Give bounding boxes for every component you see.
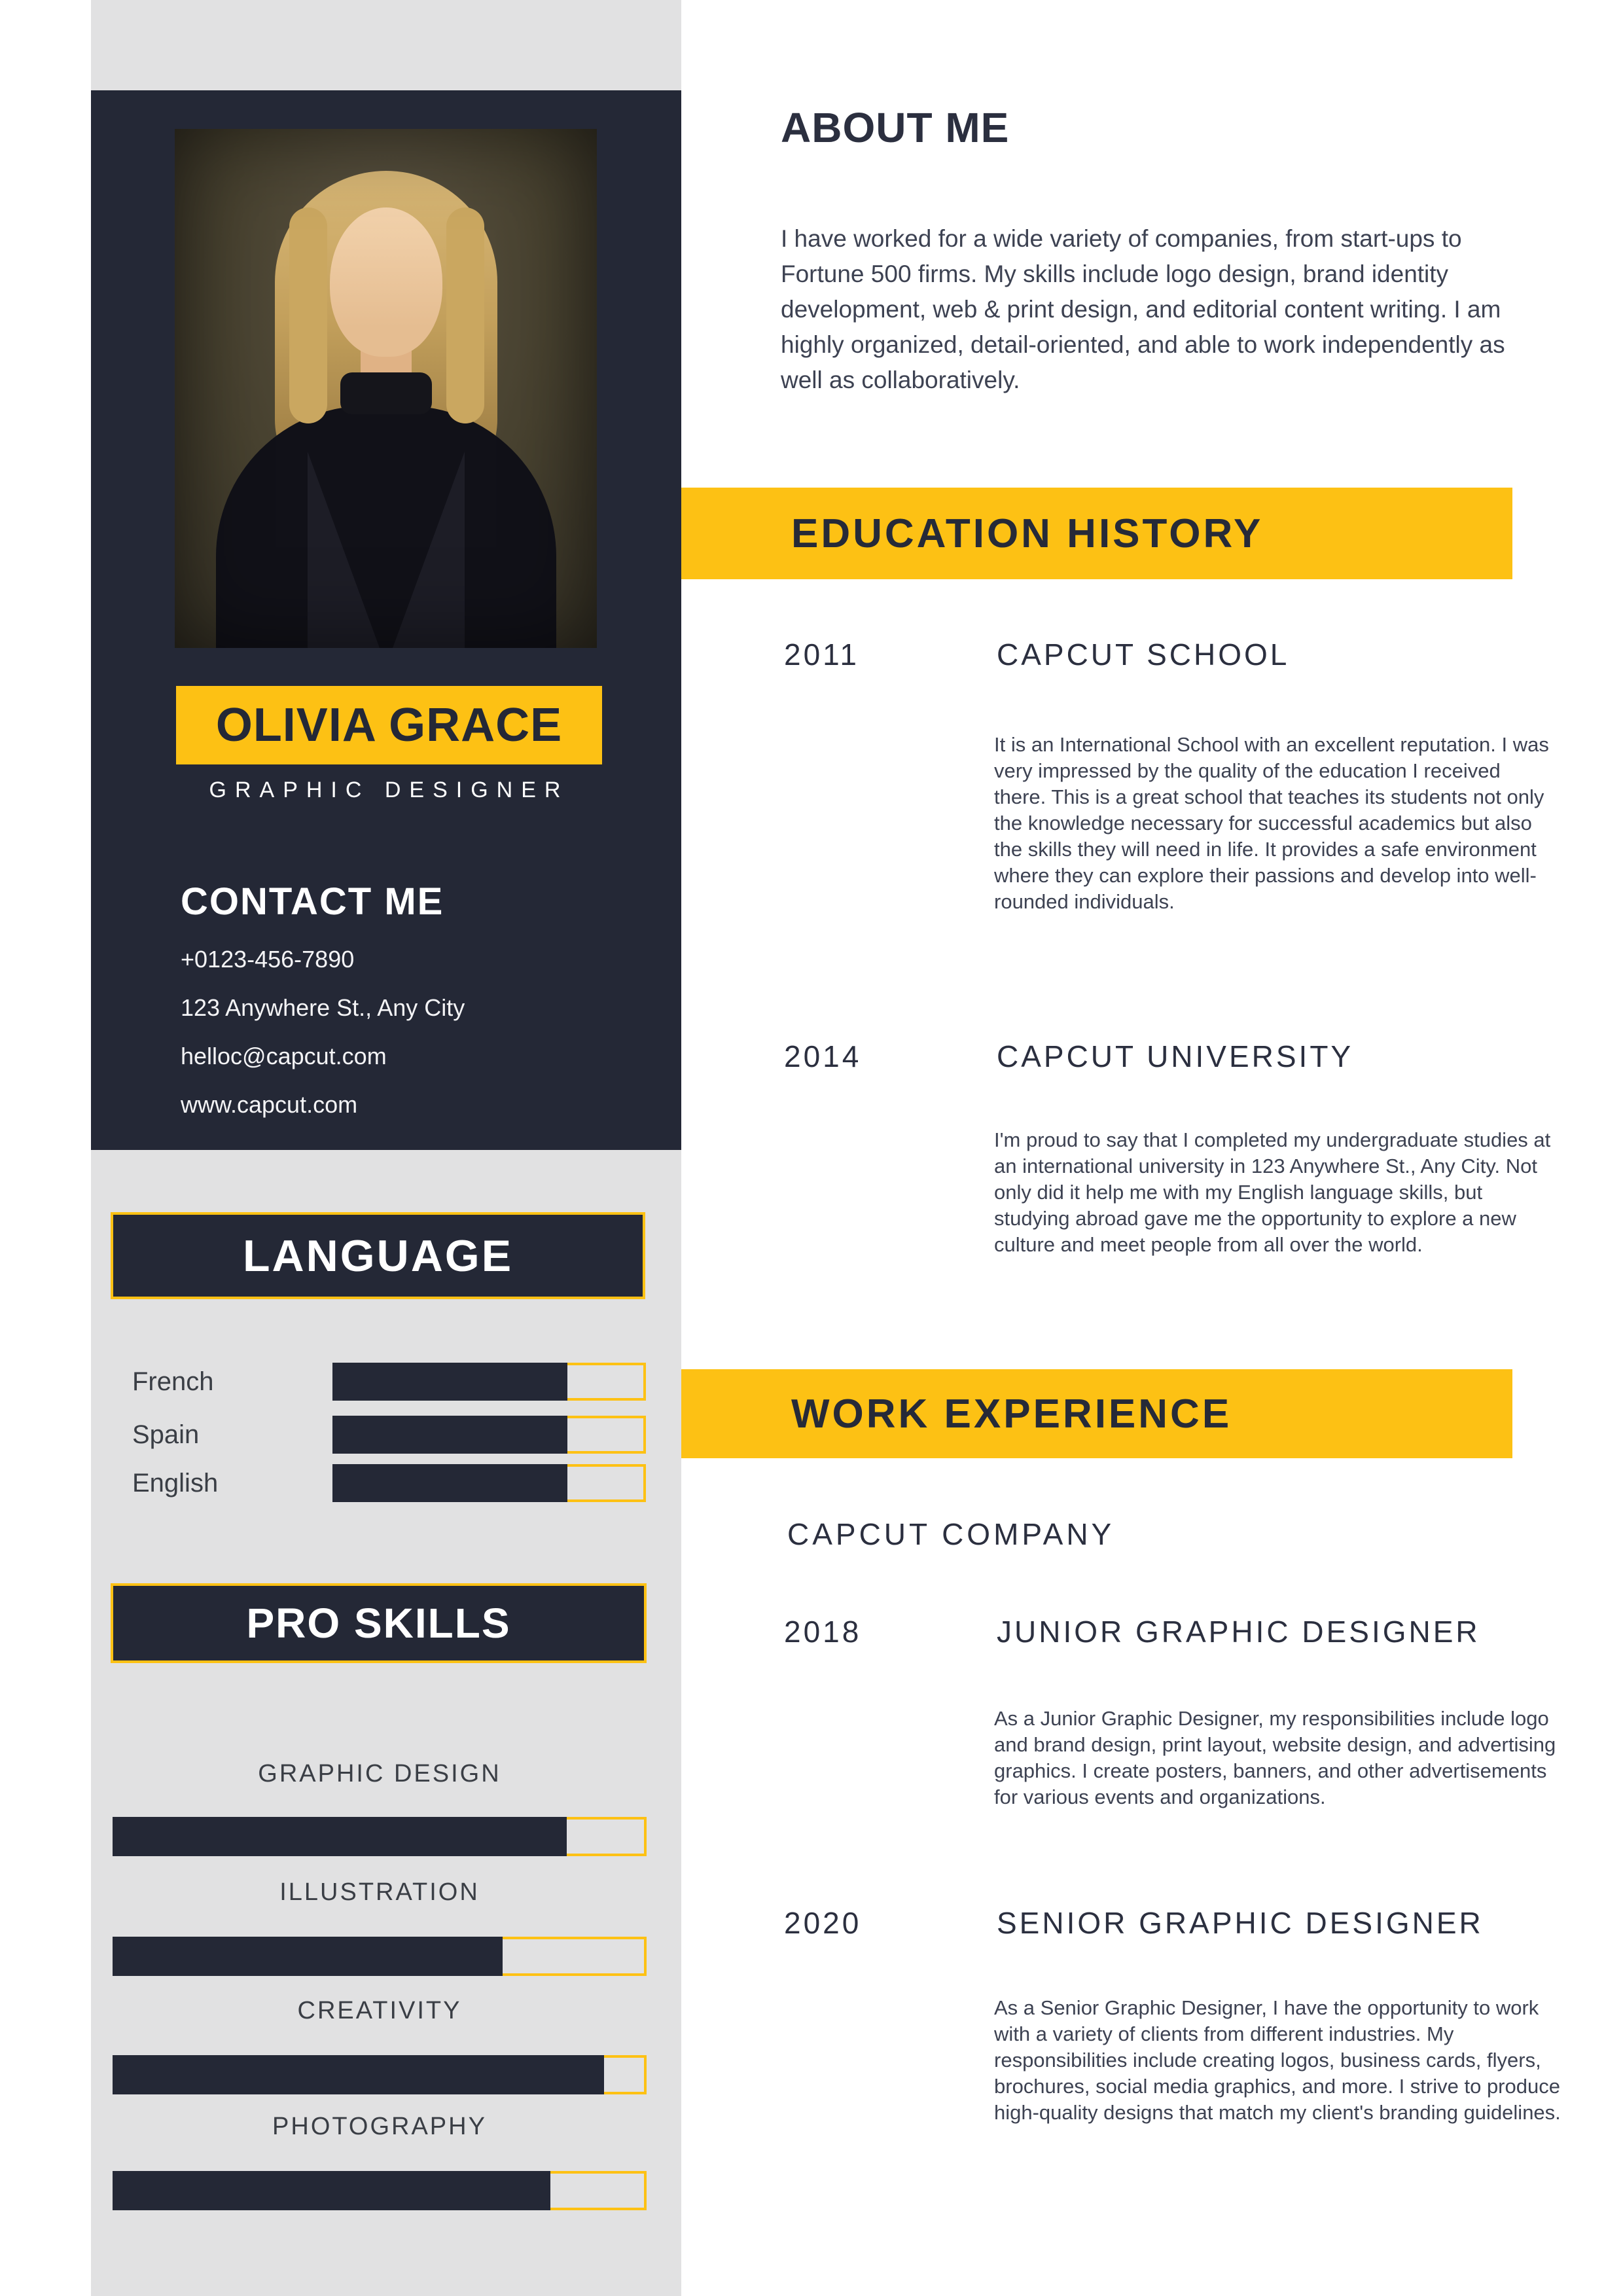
about-heading: ABOUT ME <box>781 104 1010 151</box>
language-bar <box>332 1464 646 1502</box>
photo-vignette <box>175 129 597 648</box>
skill-label: CREATIVITY <box>297 1997 462 2024</box>
skill-bar <box>113 2171 647 2210</box>
skill-bar-fill <box>113 2055 604 2094</box>
pro-skills-heading: PRO SKILLS <box>246 1600 511 1647</box>
language-bar-fill <box>332 1363 567 1401</box>
language-row <box>91 1363 681 1401</box>
skill-bar <box>113 2055 647 2094</box>
education-entry-row <box>681 1038 1623 1075</box>
language-row <box>91 1416 681 1454</box>
pro-skills-banner <box>111 1583 647 1663</box>
entry-year: 2014 <box>784 1039 862 1073</box>
skill-label: GRAPHIC DESIGN <box>258 1760 501 1787</box>
skill-bar-fill <box>113 1937 503 1976</box>
contact-heading: CONTACT ME <box>181 880 444 923</box>
language-bar-rest <box>567 1363 646 1401</box>
language-bar-rest <box>567 1464 646 1502</box>
entry-year: 2011 <box>784 637 859 672</box>
skill-bar-rest <box>604 2055 647 2094</box>
language-label: Spain <box>132 1420 200 1449</box>
education-heading: EDUCATION HISTORY <box>791 511 1264 556</box>
profile-photo <box>175 129 597 648</box>
contact-lines <box>181 935 465 1129</box>
person-role: GRAPHIC DESIGNER <box>209 778 569 802</box>
entry-title: CAPCUT SCHOOL <box>997 637 1290 672</box>
education-entry-body: It is an International School with an excellent reputation. I was very impressed by the quality of the education I received there. This is a great school that teaches its students not only the knowledge necessary for successful academics but also the skills they will need in life. It provides a safe environment where they can explore their passions and develop into well-rounded individuals. <box>994 733 1549 913</box>
education-entry-body: I'm proud to say that I completed my undergraduate studies at an international university in 123 Anywhere St., Any City. Not only did it help me with my English language skills, but studying abroad gave me the opportunity to explore a new culture and meet people from all over the world. <box>994 1128 1551 1256</box>
entry-title: JUNIOR GRAPHIC DESIGNER <box>997 1615 1480 1649</box>
skill-bar-rest <box>503 1937 647 1976</box>
entry-year: 2020 <box>784 1906 862 1940</box>
work-entry-row <box>681 1905 1623 1941</box>
name-banner <box>176 686 602 764</box>
education-entry-row <box>681 636 1623 673</box>
language-bar <box>332 1416 646 1454</box>
skill-label: PHOTOGRAPHY <box>272 2113 487 2140</box>
entry-title: SENIOR GRAPHIC DESIGNER <box>997 1906 1484 1940</box>
work-experience-banner <box>681 1369 1512 1458</box>
language-bar-fill <box>332 1416 567 1454</box>
skill-bar-fill <box>113 2171 550 2210</box>
language-bar <box>332 1363 646 1401</box>
skill-bar <box>113 1817 647 1856</box>
sidebar <box>91 0 681 2296</box>
language-heading: LANGUAGE <box>242 1230 514 1281</box>
contact-email: helloc@capcut.com <box>181 1043 387 1069</box>
skill-label: ILLUSTRATION <box>279 1878 480 1906</box>
person-name: OLIVIA GRACE <box>215 699 563 751</box>
company-name: CAPCUT COMPANY <box>787 1517 1115 1551</box>
profile-card <box>91 90 681 1150</box>
contact-address: 123 Anywhere St., Any City <box>181 994 465 1021</box>
language-row <box>91 1464 681 1502</box>
work-entry-body: As a Senior Graphic Designer, I have the opportunity to work with a variety of clients from different industries. My responsibilities include creating logos, business cards, flyers, brochures, social media graphics, and more. I strive to produce high-quality designs that match my client's branding guidelines. <box>994 1996 1561 2124</box>
language-bar-fill <box>332 1464 567 1502</box>
education-banner <box>681 488 1512 579</box>
entry-year: 2018 <box>784 1615 862 1649</box>
contact-phone: +0123-456-7890 <box>181 946 355 973</box>
skill-bar-fill <box>113 1817 567 1856</box>
skill-bar-rest <box>550 2171 647 2210</box>
skill-bar <box>113 1937 647 1976</box>
work-entry-row <box>681 1613 1623 1650</box>
contact-website: www.capcut.com <box>181 1091 358 1118</box>
main-column <box>681 0 1623 2296</box>
language-banner <box>111 1212 645 1299</box>
language-label: French <box>132 1367 214 1396</box>
work-entry-body: As a Junior Graphic Designer, my responsibilities include logo and brand design, print layout, website design, and advertising graphics. I create posters, banners, and other advertisements for various events and organizations. <box>994 1707 1556 1808</box>
language-bar-rest <box>567 1416 646 1454</box>
language-label: English <box>132 1469 219 1498</box>
entry-title: CAPCUT UNIVERSITY <box>997 1039 1354 1073</box>
work-experience-heading: WORK EXPERIENCE <box>791 1391 1232 1437</box>
about-body: I have worked for a wide variety of companies, from start-ups to Fortune 500 firms. My skills include logo design, brand identity development, web & print design, and editorial content writing. I am highly organized, detail-oriented, and able to work independently as well as collaboratively. <box>781 225 1505 393</box>
skill-bar-rest <box>567 1817 647 1856</box>
